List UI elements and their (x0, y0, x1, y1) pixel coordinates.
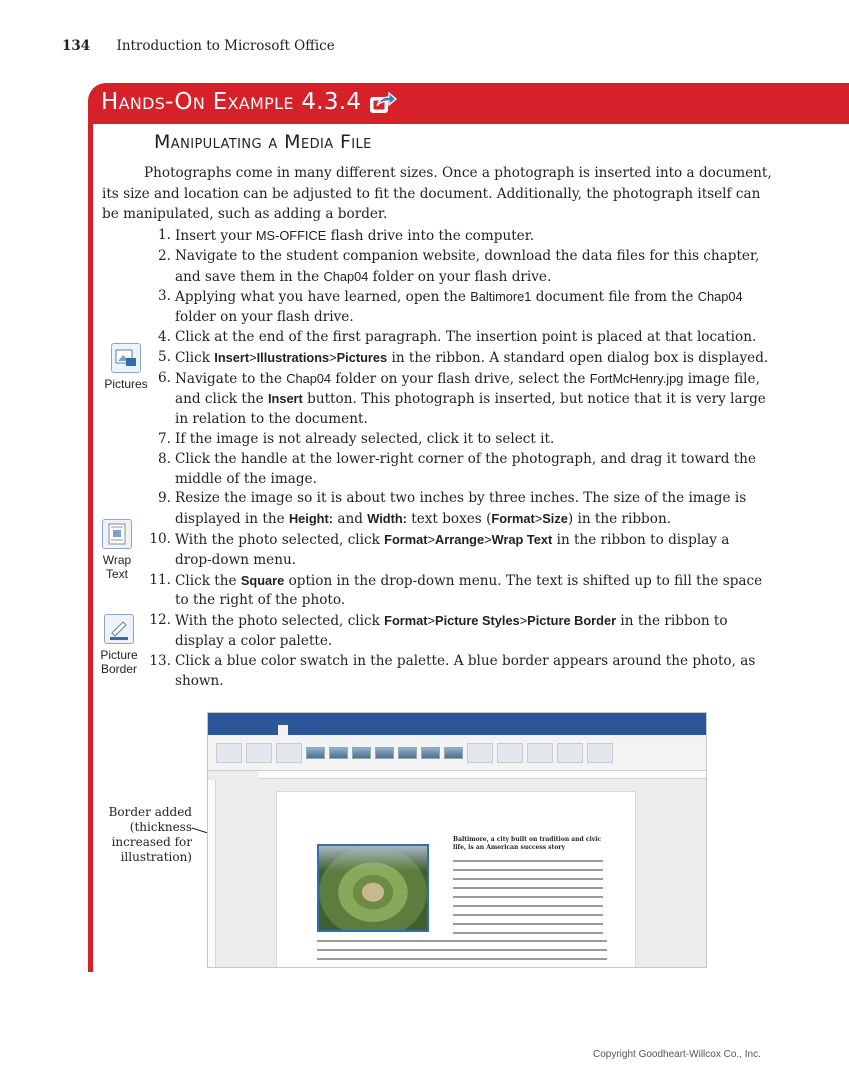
step-5: 5. Click Insert>Illustrations>Pictures in the ribbon. A standard open dialog box is displayed. (158, 348, 769, 366)
margin-label-wrap-text: Wrap Text (102, 553, 132, 581)
step-8: 8. Click the handle at the lower-right corner of the photograph, and drag it toward the middle of the image. (158, 450, 756, 487)
step-12: 12. With the photo selected, click Format>Picture Styles>Picture Border in the ribbon to display a color palette. (149, 612, 728, 649)
margin-label-pictures: Pictures (104, 377, 148, 391)
step-11: 11. Click the Square option in the drop-down menu. The text is shifted up to fill the space to the right of the photo. (149, 571, 763, 609)
step-7: 7. If the image is not already selected, click it to select it. (158, 430, 555, 447)
fort-mchenry-photo (317, 844, 429, 932)
figure-callout: Border added (thickness increased for illustration) (108, 805, 192, 864)
step-4: 4. Click at the end of the first paragraph. The insertion point is placed at that location. (158, 328, 757, 345)
step-6: 6. Navigate to the Chap04 folder on your flash drive, select the FortMcHenry.jpg image file, and click the Insert button. This photograph is inserted, but notice that it is very large in relation to the document. (158, 369, 766, 428)
screenshot-vertical-ruler (208, 780, 216, 968)
margin-icon-wrap-text (92, 519, 142, 581)
intro-paragraph: Photographs come in many different sizes. Once a photograph is inserted into a document, its size and location can be adjusted to fit the document. Additionally, the photograph itself can be manipulated, such as adding a border. (102, 165, 772, 222)
step-3: 3. Applying what you have learned, open the Baltimore1 document file from the Chap04 folder on your flash drive. (158, 288, 743, 326)
step-9: 9. Resize the image so it is about two inches by three inches. The size of the image is displayed in the Height: and Width: text boxes (Format>Size) in the ribbon. (158, 490, 747, 528)
screenshot-ribbon (208, 735, 706, 771)
screenshot-document-page (276, 791, 636, 968)
book-title: Introduction to Microsoft Office (116, 38, 335, 54)
step-10: 10. With the photo selected, click Format>Arrange>Wrap Text in the ribbon to display a drop-down menu. (149, 530, 730, 568)
screenshot-ribbon-tabs (208, 725, 706, 735)
picture-border-icon (104, 614, 134, 644)
banner-title (101, 89, 397, 115)
word-screenshot-figure (207, 712, 707, 968)
step-13: 13. Click a blue color swatch in the palette. A blue border appears around the photo, as shown. (149, 652, 756, 689)
page-number: 134 (62, 38, 91, 54)
step-1: 1. Insert your MS-OFFICE flash drive into the computer. (158, 227, 535, 244)
step-2: 2. Navigate to the student companion website, download the data files for this chapter, and save them in the Chap04 folder on your flash drive. (158, 247, 760, 285)
margin-icon-pictures (101, 343, 151, 391)
example-subtitle: Manipulating a Media File (154, 131, 372, 153)
screenshot-body-text-lower (317, 940, 607, 967)
screenshot-titlebar (208, 713, 706, 725)
screenshot-ruler (258, 771, 706, 779)
steps-list (150, 226, 770, 691)
running-head (62, 38, 335, 54)
margin-label-picture-border: Picture Border (100, 648, 138, 676)
share-arrow-icon (369, 89, 397, 115)
margin-icon-picture-border (94, 614, 144, 676)
copyright-notice: Copyright Goodheart-Willcox Co., Inc. (593, 1049, 761, 1060)
screenshot-body-text (453, 860, 603, 941)
wrap-text-icon (102, 519, 132, 549)
banner-title-text: Hands-On Example 4.3.4 (101, 89, 362, 115)
pictures-icon (111, 343, 141, 373)
screenshot-doc-heading: Baltimore, a city built on tradition and civic life, is an American success story (453, 836, 602, 851)
